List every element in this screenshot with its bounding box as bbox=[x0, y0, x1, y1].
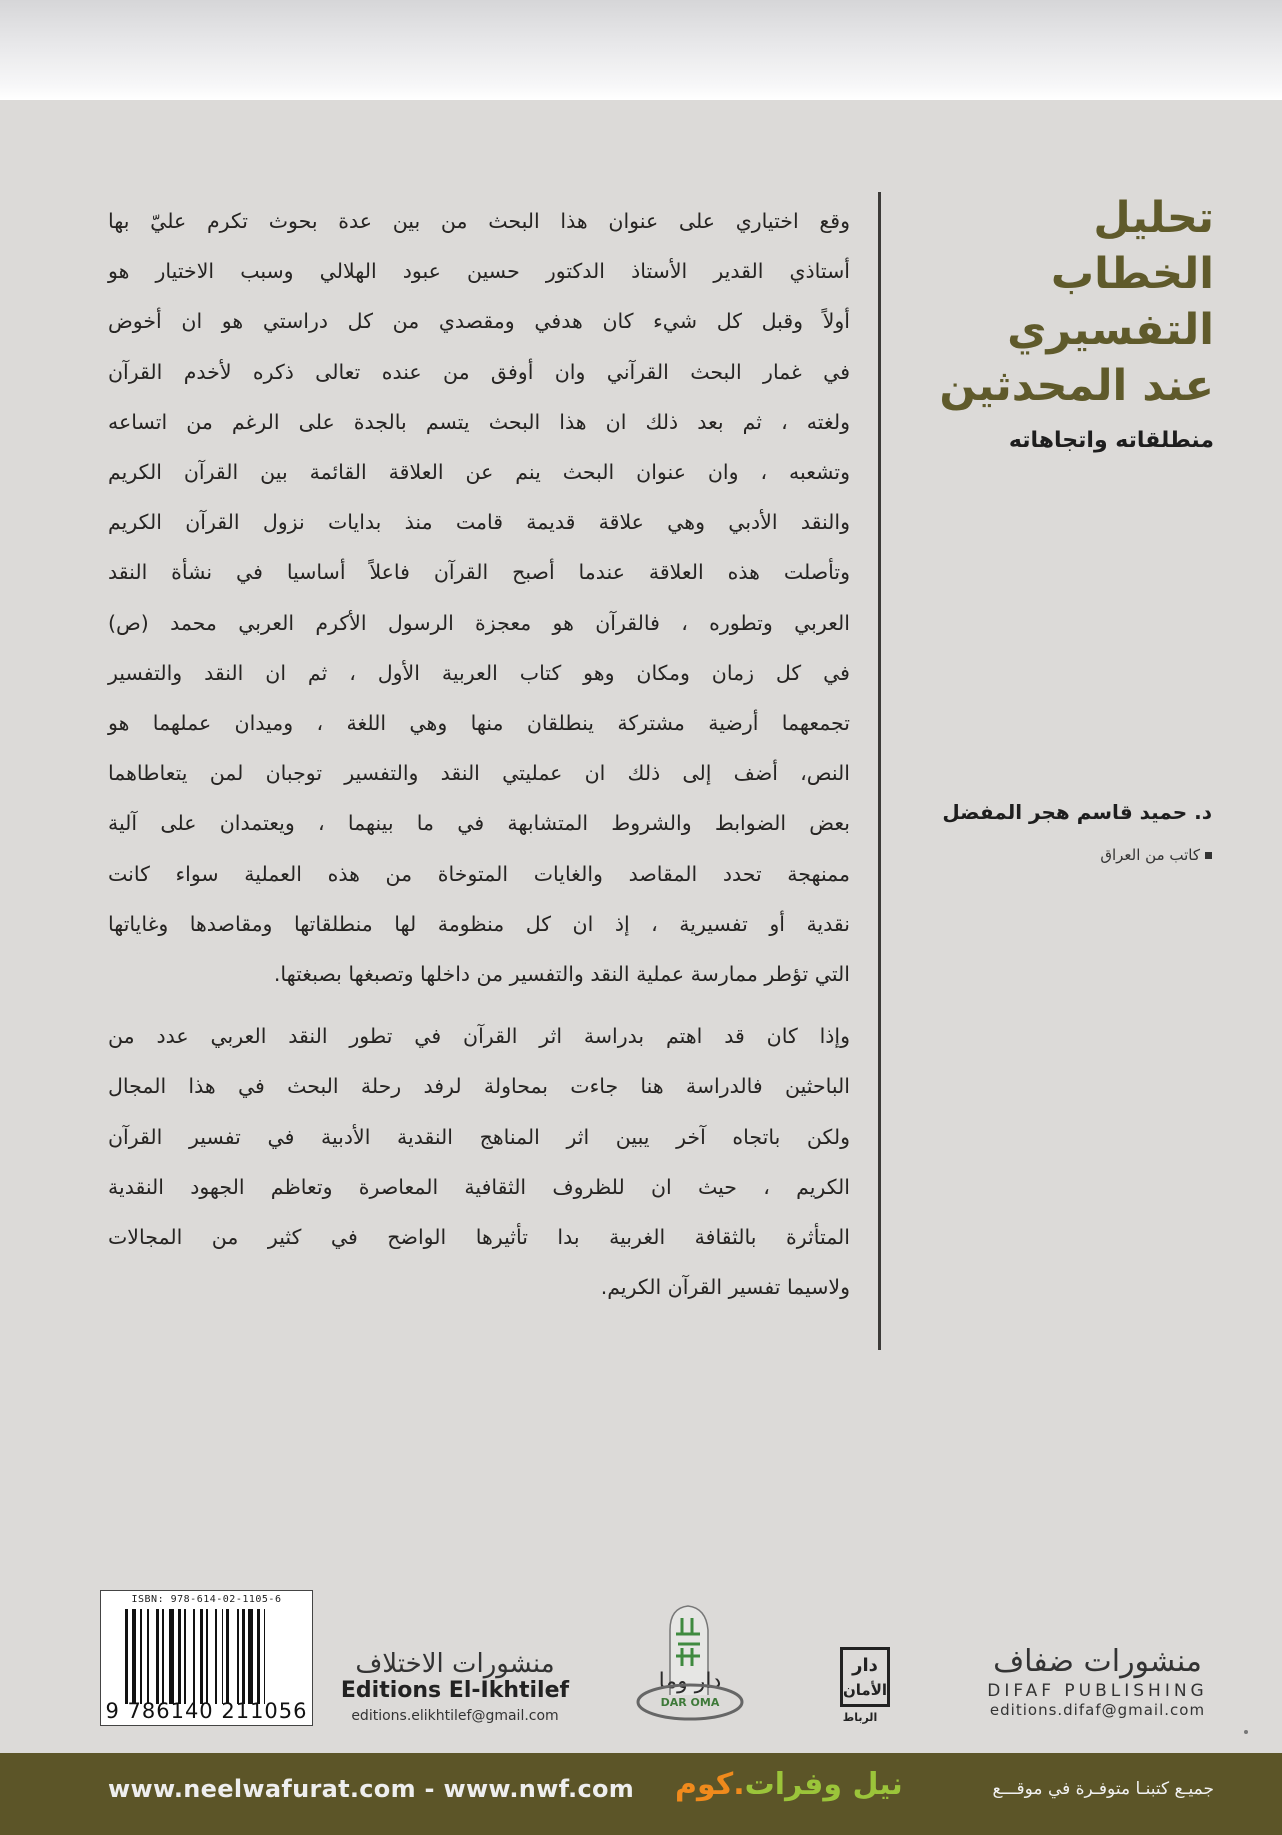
blurb-line: وقع اختياري على عنوان هذا البحث من بين عدة بحوث تكرم عليّ بها bbox=[108, 209, 850, 233]
footer-tagline: جميـع كتبنـا متوفـرة في موقـــع bbox=[992, 1779, 1214, 1799]
paragraph-gap bbox=[108, 999, 850, 1011]
vertical-divider bbox=[878, 192, 881, 1350]
barcode-bar bbox=[178, 1609, 181, 1704]
author-note-text: كاتب من العراق bbox=[1100, 846, 1200, 864]
difaf-name-ar: منشورات ضفاف bbox=[993, 1644, 1202, 1679]
barcode-bar bbox=[184, 1609, 186, 1704]
blurb-line: ممنهجة تحدد المقاصد والغايات المتوخاة من هذه العملية سواء كانت bbox=[108, 861, 850, 886]
print-speck bbox=[1244, 1730, 1248, 1734]
blurb-line: وتشعبه ، وان عنوان البحث ينم عن العلاقة القائمة بين القرآن الكريم bbox=[108, 460, 850, 485]
barcode bbox=[125, 1609, 301, 1704]
author-note bbox=[892, 846, 1212, 864]
barcode-bar bbox=[200, 1609, 203, 1704]
dar-al-aman-bottom: الأمان bbox=[843, 1681, 888, 1699]
blurb-line: في كل زمان ومكان وهو كتاب العربية الأول ، ثم ان النقد والتفسير bbox=[108, 660, 850, 685]
footer-brand-name: نيل وفرات bbox=[744, 1767, 903, 1802]
ikhtilef-email: editions.elikhtilef@gmail.com bbox=[351, 1708, 559, 1724]
barcode-bar bbox=[257, 1609, 260, 1704]
footer-brand bbox=[675, 1767, 903, 1802]
barcode-bar bbox=[215, 1609, 217, 1704]
blurb-line: وتأصلت هذه العلاقة عندما أصبح القرآن فاعلاً أساسيا في نشأة النقد bbox=[108, 560, 850, 585]
isbn-label: ISBN: 978-614-02-1105-6 bbox=[131, 1594, 282, 1605]
barcode-bar bbox=[162, 1609, 164, 1704]
barcode-bar bbox=[264, 1609, 266, 1704]
blurb-line: أستاذي القدير الأستاذ الدكتور حسين عبود الهلالي وسبب الاختيار هو bbox=[108, 259, 850, 284]
barcode-bar bbox=[169, 1609, 174, 1704]
dar-oma-name-ar: دار وما bbox=[658, 1669, 722, 1694]
blurb-line: نقدية أو تفسيرية ، إذ ان كل منظومة لها منطلقاتها ومقاصدها وغاياتها bbox=[108, 911, 850, 936]
book-title-line-3: عند المحدثين bbox=[939, 361, 1214, 411]
barcode-bar bbox=[206, 1609, 208, 1704]
publisher-logo-dar-al-aman bbox=[820, 1645, 900, 1730]
difaf-name-en: DIFAF PUBLISHING bbox=[987, 1681, 1208, 1701]
barcode-bar bbox=[132, 1609, 137, 1704]
barcode-bar bbox=[156, 1609, 159, 1704]
dar-al-aman-city: الرباط bbox=[842, 1711, 878, 1724]
blurb-line: المتأثرة بالثقافة الغربية بدا تأثيرها الواضح في كثير من المجالات bbox=[108, 1225, 850, 1250]
blurb-text bbox=[108, 196, 850, 1312]
isbn-digits: 9 786140 211056 bbox=[105, 1699, 308, 1723]
isbn-barcode-box bbox=[100, 1590, 313, 1726]
barcode-bar bbox=[226, 1609, 229, 1704]
blurb-line: تجمعهما أرضية مشتركة ينطلقان منها وهي اللغة ، وميدان عملهما هو bbox=[108, 711, 850, 736]
blurb-line: ولاسيما تفسير القرآن الكريم. bbox=[600, 1275, 850, 1300]
author-name: د. حميد قاسم هجر المفضل bbox=[942, 800, 1212, 824]
barcode-bar bbox=[242, 1609, 245, 1704]
blurb-line: النص، أضف إلى ذلك ان عمليتي النقد والتفسير توجبان لمن يتعاطاهما bbox=[108, 761, 850, 786]
footer-band bbox=[0, 1753, 1282, 1835]
blurb-line: العربي وتطوره ، فالقرآن هو معجزة الرسول الأكرم العربي محمد (ص) bbox=[108, 610, 850, 635]
barcode-bar bbox=[140, 1609, 142, 1704]
blurb-line: أولاً وقبل كل شيء كان هدفي ومقصدي من كل دراستي هو ان أخوض bbox=[108, 309, 850, 334]
barcode-bar bbox=[125, 1609, 128, 1704]
book-title-block bbox=[914, 190, 1214, 453]
barcode-bar bbox=[222, 1609, 224, 1704]
barcode-bar bbox=[147, 1609, 149, 1704]
publisher-logo-difaf bbox=[975, 1645, 1220, 1719]
barcode-bar bbox=[237, 1609, 239, 1704]
blurb-line: ولغته ، ثم بعد ذلك ان هذا البحث يتسم بالجدة على الرغم من اتساعه bbox=[108, 409, 850, 434]
blurb-line: والنقد الأدبي وهي علاقة قديمة قامت منذ بدايات نزول القرآن الكريم bbox=[108, 510, 850, 535]
blurb-line: الباحثين فالدراسة هنا جاءت بمحاولة لرفد رحلة البحث في هذا المجال bbox=[108, 1074, 850, 1099]
barcode-bar bbox=[248, 1609, 253, 1704]
author-block bbox=[892, 800, 1212, 864]
page-top-edge bbox=[0, 0, 1282, 100]
footer-brand-suffix: .كوم bbox=[675, 1767, 745, 1802]
bullet-icon bbox=[1205, 852, 1212, 859]
dar-al-aman-top: دار bbox=[852, 1655, 878, 1676]
dar-oma-emblem-icon bbox=[630, 1600, 750, 1730]
dar-oma-name-en: DAR OMA bbox=[660, 1696, 720, 1709]
publisher-logo-dar-oma bbox=[630, 1600, 750, 1730]
difaf-email: editions.difaf@gmail.com bbox=[989, 1701, 1206, 1719]
blurb-line: في غمار البحث القرآني وان أوفق من عنده تعالى ذكره لأخدم القرآن bbox=[108, 359, 850, 384]
blurb-line: التي تؤطر ممارسة عملية النقد والتفسير من داخلها وتصبغها بصبغتها. bbox=[273, 962, 850, 987]
footer-website-urls[interactable]: www.neelwafurat.com - www.nwf.com bbox=[108, 1775, 635, 1803]
barcode-bar bbox=[193, 1609, 195, 1704]
book-subtitle: منطلقاته واتجاهاته bbox=[1008, 428, 1214, 453]
book-title-line-2: الخطاب التفسيري bbox=[1007, 249, 1214, 355]
blurb-line: وإذا كان قد اهتم بدراسة اثر القرآن في تطور النقد العربي عدد من bbox=[108, 1024, 850, 1049]
ikhtilef-name-en: Editions El-Ikhtilef bbox=[340, 1678, 570, 1703]
publisher-logo-ikhtilef bbox=[340, 1650, 570, 1724]
blurb-line: بعض الضوابط والشروط المتشابهة في ما بينهما ، ويعتمدان على آلية bbox=[108, 811, 850, 836]
blurb-line: ولكن باتجاه آخر يبين اثر المناهج النقدية الأدبية في تفسير القرآن bbox=[108, 1124, 850, 1149]
blurb-line: الكريم ، حيث ان للظروف الثقافية المعاصرة وتعاظم الجهود النقدية bbox=[108, 1174, 850, 1199]
book-title-line-1: تحليل bbox=[1093, 193, 1214, 243]
ikhtilef-name-ar: منشورات الاختلاف bbox=[355, 1649, 555, 1679]
dar-al-aman-emblem bbox=[840, 1647, 890, 1707]
